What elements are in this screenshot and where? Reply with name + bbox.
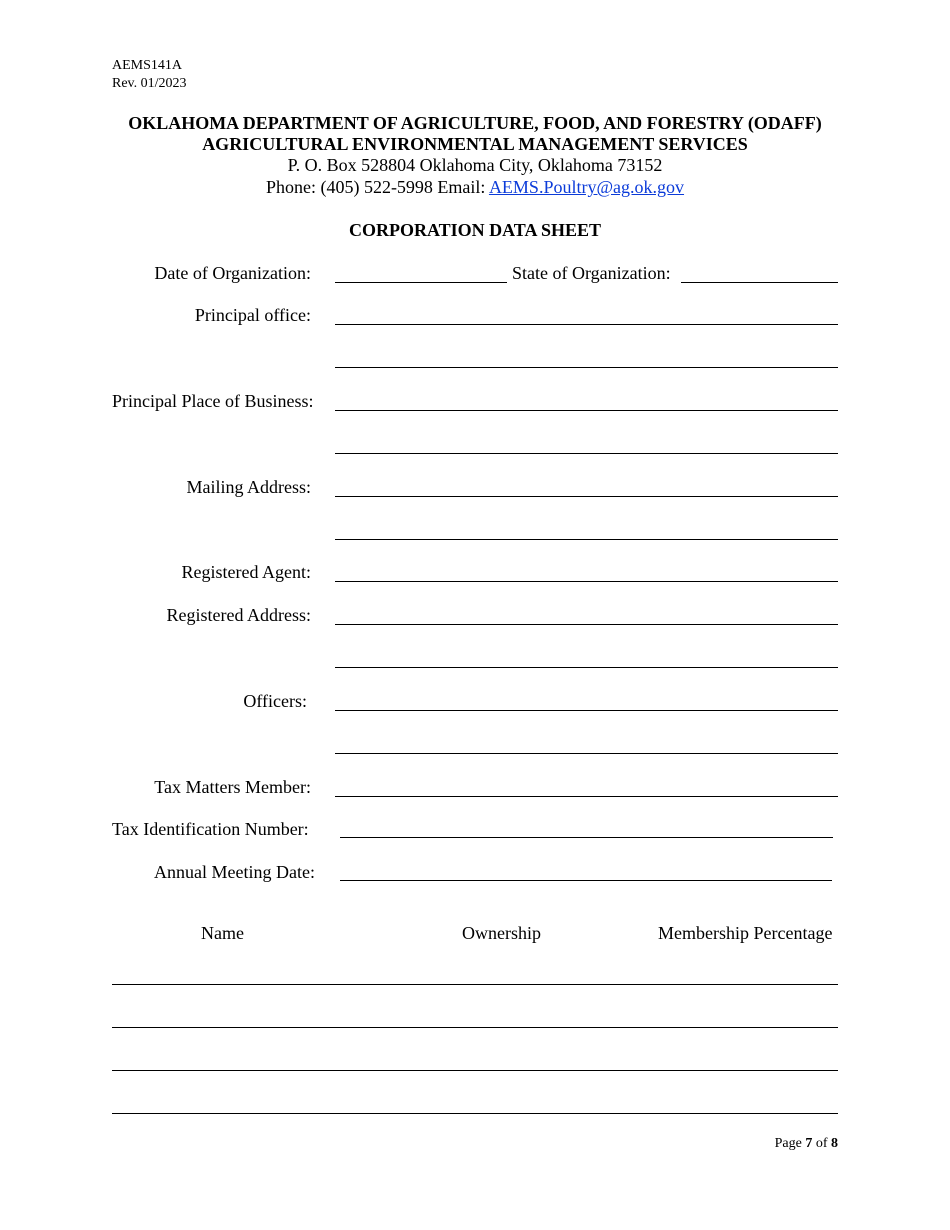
principal-office-field-1[interactable] xyxy=(335,324,838,325)
table-row[interactable] xyxy=(112,984,838,985)
form-title: CORPORATION DATA SHEET xyxy=(348,220,602,240)
registered-agent-label: Registered Agent: xyxy=(181,562,311,582)
tax-id-label: Tax Identification Number: xyxy=(112,819,309,839)
agency-address: P. O. Box 528804 Oklahoma City, Oklahoma 73152 xyxy=(287,155,663,175)
state-of-organization-label: State of Organization: xyxy=(512,263,671,283)
table-row[interactable] xyxy=(112,1027,838,1028)
page-of: of xyxy=(812,1136,831,1151)
officers-field-2[interactable] xyxy=(335,753,838,754)
date-of-organization-field[interactable] xyxy=(335,282,507,283)
tax-matters-field[interactable] xyxy=(335,796,838,797)
officers-field-1[interactable] xyxy=(335,710,838,711)
email-link[interactable]: AEMS.Poultry@ag.ok.gov xyxy=(488,177,685,197)
page-number xyxy=(775,1136,838,1152)
principal-place-label: Principal Place of Business: xyxy=(112,391,314,411)
phone-text: Phone: (405) 522-5998 Email: xyxy=(265,177,489,197)
mailing-address-field-1[interactable] xyxy=(335,496,838,497)
mailing-address-label: Mailing Address: xyxy=(186,477,311,497)
page-current: 7 xyxy=(805,1136,813,1151)
date-of-organization-label: Date of Organization: xyxy=(154,263,311,283)
form-id: AEMS141A xyxy=(112,58,183,73)
principal-place-field-1[interactable] xyxy=(335,410,838,411)
principal-place-field-2[interactable] xyxy=(335,453,838,454)
registered-address-field-2[interactable] xyxy=(335,667,838,668)
registered-address-field-1[interactable] xyxy=(335,624,838,625)
table-header-percentage: Membership Percentage xyxy=(658,923,833,943)
annual-meeting-label: Annual Meeting Date: xyxy=(154,862,315,882)
mailing-address-field-2[interactable] xyxy=(335,539,838,540)
annual-meeting-field[interactable] xyxy=(340,880,832,881)
registered-address-label: Registered Address: xyxy=(166,605,311,625)
principal-office-field-2[interactable] xyxy=(335,367,838,368)
officers-label: Officers: xyxy=(243,691,307,711)
department-name: OKLAHOMA DEPARTMENT OF AGRICULTURE, FOOD, AND FORESTRY (ODAFF) xyxy=(128,113,822,133)
table-header-name: Name xyxy=(201,923,244,943)
table-row[interactable] xyxy=(112,1113,838,1114)
registered-agent-field[interactable] xyxy=(335,581,838,582)
page-total: 8 xyxy=(831,1136,838,1151)
contact-line xyxy=(0,177,950,198)
division-name: AGRICULTURAL ENVIRONMENTAL MANAGEMENT SERVICES xyxy=(202,134,748,154)
state-of-organization-field[interactable] xyxy=(681,282,838,283)
tax-id-field[interactable] xyxy=(340,837,833,838)
table-header-ownership: Ownership xyxy=(462,923,541,943)
page-prefix: Page xyxy=(774,1136,806,1151)
table-row[interactable] xyxy=(112,1070,838,1071)
revision-date: Rev. 01/2023 xyxy=(112,76,187,91)
principal-office-label: Principal office: xyxy=(194,305,311,325)
tax-matters-label: Tax Matters Member: xyxy=(154,777,311,797)
